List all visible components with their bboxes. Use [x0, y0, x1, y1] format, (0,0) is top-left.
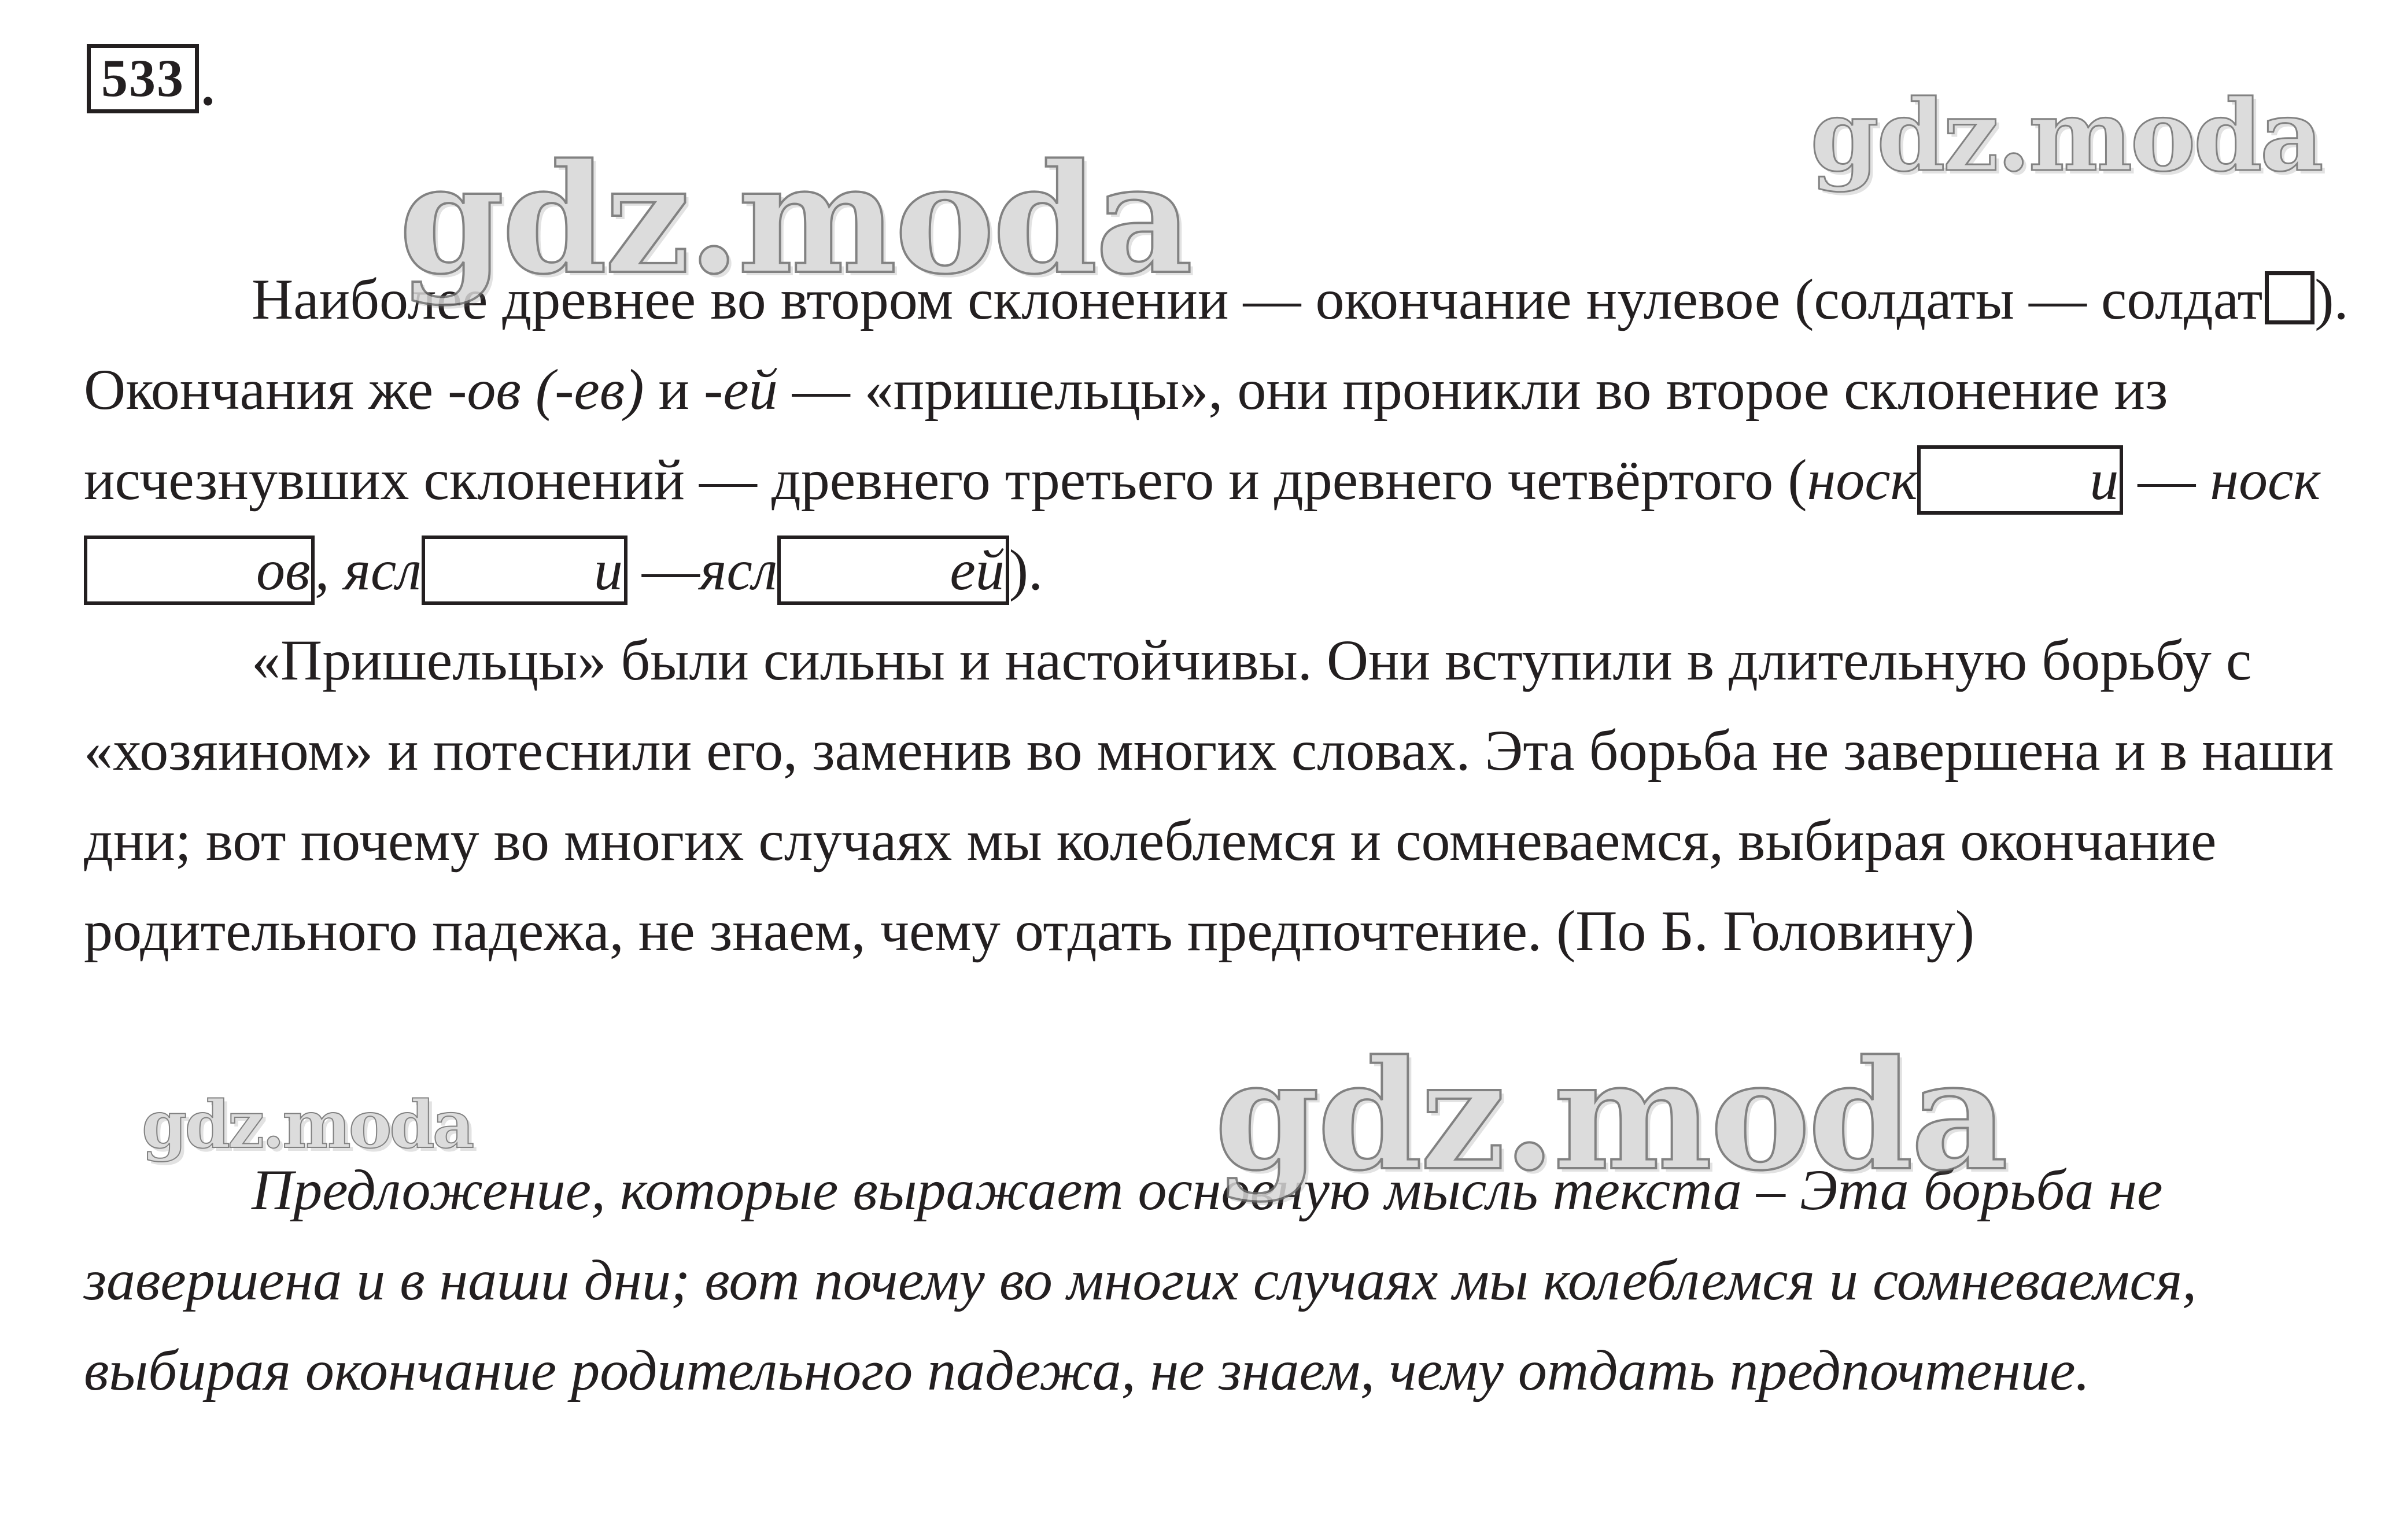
- task-number-dot: .: [201, 57, 215, 116]
- paragraph-1: [84, 254, 2351, 615]
- watermark: gdz.moda: [1810, 78, 2321, 194]
- watermark: gdz.moda: [142, 1087, 473, 1163]
- ending-box: ов: [84, 536, 315, 605]
- word-yasley: ясл ей: [700, 538, 1009, 602]
- word-noskov: носков: [84, 448, 2320, 602]
- ending-box: и: [1917, 445, 2123, 515]
- text-fragment: —: [627, 538, 700, 602]
- ending-ey: -ей: [704, 357, 778, 422]
- ending-ov: -ов (-ев): [448, 357, 644, 422]
- paragraph-2: «Пришельцы» были сильны и настойчивы. Они вступили в длительную борьбу с «хозяином» и потеснили его, заменив во многих словах. Эта борьба не завершена и в наши дни; вот почему во многих случаях мы колеблемся и сомневаемся, выбирая окончание родительного падежа, не знаем, чему отдать предпочтение. (По Б. Головину): [84, 628, 2334, 963]
- text-fragment: — «пришельцы», они проникли во второе склонение из исчезнувших склонений — древнего третьего и древнего четвёртого (: [84, 357, 2168, 512]
- answer-paragraph: Предложение, которые выражает основную мысль текста – Эта борьба не завершена и в наши дни; вот почему во многих случаях мы колеблемся и сомневаемся, выбирая окончание родительного падежа, не знаем, чему отдать предпочтение.: [84, 1158, 2197, 1402]
- task-number: [87, 44, 215, 116]
- text-fragment: и: [644, 357, 704, 422]
- word-yasli: ясл и: [344, 538, 627, 602]
- text-fragment: ).: [1009, 538, 1043, 602]
- ending-box: и: [422, 536, 627, 605]
- zero-ending-box: [2265, 271, 2315, 324]
- text-fragment: —: [2123, 448, 2210, 512]
- watermark: gdz.moda: [1215, 1028, 2006, 1204]
- ending-box: ей: [777, 536, 1009, 605]
- exercise-text: [84, 254, 2351, 976]
- task-number-box: 533: [87, 44, 199, 113]
- watermark: gdz.moda: [399, 131, 1191, 308]
- text-fragment: ,: [315, 538, 344, 602]
- word-noski: носк и: [1807, 448, 2124, 512]
- text-fragment: ). Окончания же: [84, 267, 2349, 422]
- text-fragment: Наиболее древнее во втором склонении — окончание нулевое (солдаты — солдат: [252, 267, 2263, 331]
